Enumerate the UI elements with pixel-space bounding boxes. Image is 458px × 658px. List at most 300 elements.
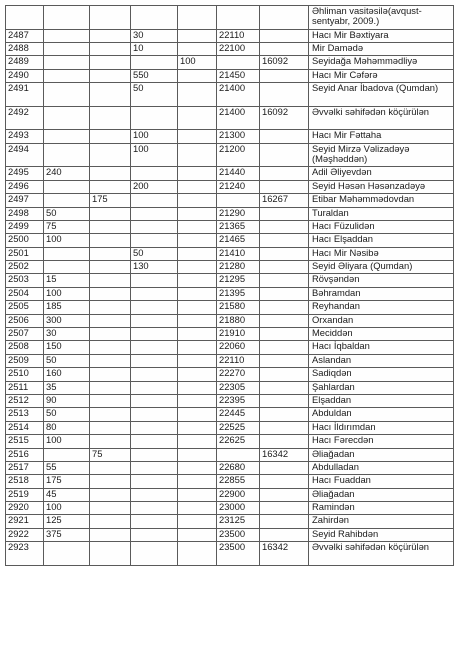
running-total-cell: 21880 (217, 314, 260, 327)
amount-cell-b (90, 220, 131, 233)
amount-cell-b (90, 167, 131, 180)
amount-cell-d (178, 301, 217, 314)
alt-total-cell (260, 328, 309, 341)
table-row (6, 220, 454, 233)
amount-cell-c (131, 448, 178, 461)
amount-cell-d (178, 314, 217, 327)
description-cell: Əvvəlki səhifədən köçürülən (309, 542, 454, 566)
table-row (6, 394, 454, 407)
running-total-cell: 22270 (217, 368, 260, 381)
description-cell: Zahirdən (309, 515, 454, 528)
amount-cell-a: 150 (44, 341, 90, 354)
table-row (6, 368, 454, 381)
table-row (6, 301, 454, 314)
amount-cell-a (44, 143, 90, 167)
running-total-cell (217, 448, 260, 461)
entry-number-cell: 2499 (6, 220, 44, 233)
alt-total-cell (260, 83, 309, 107)
amount-cell-d (178, 448, 217, 461)
table-row (6, 167, 454, 180)
amount-cell-d (178, 106, 217, 130)
description-cell: Sadiqdən (309, 368, 454, 381)
table-row (6, 354, 454, 367)
description-cell: Seyid Anar İbadova (Qumdan) (309, 83, 454, 107)
alt-total-cell (260, 167, 309, 180)
amount-cell-b (90, 180, 131, 193)
alt-total-cell (260, 69, 309, 82)
amount-cell-a: 300 (44, 314, 90, 327)
entry-number-cell: 2493 (6, 130, 44, 143)
running-total-cell: 22305 (217, 381, 260, 394)
amount-cell-b (90, 6, 131, 30)
amount-cell-c (131, 381, 178, 394)
table-row (6, 130, 454, 143)
running-total-cell: 23125 (217, 515, 260, 528)
amount-cell-b (90, 314, 131, 327)
amount-cell-b (90, 408, 131, 421)
amount-cell-d (178, 408, 217, 421)
amount-cell-a: 175 (44, 475, 90, 488)
amount-cell-c: 100 (131, 143, 178, 167)
table-row (6, 448, 454, 461)
amount-cell-c (131, 220, 178, 233)
amount-cell-a (44, 56, 90, 69)
entry-number-cell: 2498 (6, 207, 44, 220)
description-cell: Əhliman vasitəsilə(avqust-sentyabr, 2009.) (309, 6, 454, 30)
alt-total-cell (260, 408, 309, 421)
table-row (6, 42, 454, 55)
amount-cell-d (178, 515, 217, 528)
alt-total-cell (260, 301, 309, 314)
entry-number-cell: 2922 (6, 528, 44, 541)
table-row (6, 143, 454, 167)
table-row (6, 421, 454, 434)
alt-total-cell (260, 29, 309, 42)
running-total-cell: 21450 (217, 69, 260, 82)
amount-cell-c (131, 515, 178, 528)
description-cell: Hacı Fuaddan (309, 475, 454, 488)
amount-cell-a: 160 (44, 368, 90, 381)
alt-total-cell (260, 475, 309, 488)
alt-total-cell (260, 515, 309, 528)
table-row (6, 488, 454, 501)
running-total-cell: 22855 (217, 475, 260, 488)
amount-cell-a: 90 (44, 394, 90, 407)
amount-cell-d (178, 435, 217, 448)
amount-cell-a: 80 (44, 421, 90, 434)
entry-number-cell: 2487 (6, 29, 44, 42)
table-row (6, 234, 454, 247)
entry-number-cell: 2492 (6, 106, 44, 130)
amount-cell-a (44, 542, 90, 566)
amount-cell-b (90, 475, 131, 488)
table-row (6, 528, 454, 541)
running-total-cell (217, 6, 260, 30)
amount-cell-a: 240 (44, 167, 90, 180)
amount-cell-c (131, 106, 178, 130)
amount-cell-d (178, 475, 217, 488)
entry-number-cell: 2508 (6, 341, 44, 354)
amount-cell-c (131, 167, 178, 180)
amount-cell-d (178, 69, 217, 82)
running-total-cell (217, 194, 260, 207)
description-cell: Əliağadan (309, 448, 454, 461)
amount-cell-a: 50 (44, 408, 90, 421)
amount-cell-c (131, 408, 178, 421)
description-cell: Rövşəndən (309, 274, 454, 287)
running-total-cell: 21395 (217, 287, 260, 300)
entry-number-cell: 2496 (6, 180, 44, 193)
alt-total-cell (260, 274, 309, 287)
amount-cell-a: 55 (44, 461, 90, 474)
amount-cell-a: 100 (44, 502, 90, 515)
amount-cell-d (178, 461, 217, 474)
table-row (6, 328, 454, 341)
amount-cell-a: 100 (44, 234, 90, 247)
table-row (6, 287, 454, 300)
amount-cell-d (178, 328, 217, 341)
amount-cell-d (178, 167, 217, 180)
alt-total-cell: 16342 (260, 542, 309, 566)
amount-cell-b (90, 435, 131, 448)
description-cell: Orxandan (309, 314, 454, 327)
amount-cell-c (131, 475, 178, 488)
amount-cell-d (178, 542, 217, 566)
entry-number-cell: 2510 (6, 368, 44, 381)
table-row (6, 542, 454, 566)
amount-cell-c (131, 314, 178, 327)
running-total-cell: 21400 (217, 106, 260, 130)
entry-number-cell: 2507 (6, 328, 44, 341)
amount-cell-d (178, 247, 217, 260)
amount-cell-b (90, 368, 131, 381)
amount-cell-c (131, 354, 178, 367)
alt-total-cell (260, 287, 309, 300)
amount-cell-a (44, 29, 90, 42)
running-total-cell: 22110 (217, 354, 260, 367)
entry-number-cell: 2513 (6, 408, 44, 421)
amount-cell-d (178, 194, 217, 207)
entry-number-cell: 2509 (6, 354, 44, 367)
running-total-cell: 22110 (217, 29, 260, 42)
amount-cell-b (90, 502, 131, 515)
amount-cell-c (131, 542, 178, 566)
description-cell: Turaldan (309, 207, 454, 220)
alt-total-cell (260, 261, 309, 274)
description-cell: Abdulladan (309, 461, 454, 474)
entry-number-cell: 2495 (6, 167, 44, 180)
description-cell: Seyidağa Məhəmmədliyə (309, 56, 454, 69)
amount-cell-b (90, 261, 131, 274)
entry-number-cell: 2921 (6, 515, 44, 528)
amount-cell-a: 45 (44, 488, 90, 501)
amount-cell-c (131, 528, 178, 541)
running-total-cell: 21290 (217, 207, 260, 220)
running-total-cell: 21440 (217, 167, 260, 180)
amount-cell-b (90, 341, 131, 354)
entry-number-cell: 2502 (6, 261, 44, 274)
amount-cell-c: 100 (131, 130, 178, 143)
amount-cell-c (131, 488, 178, 501)
amount-cell-b (90, 515, 131, 528)
amount-cell-c: 550 (131, 69, 178, 82)
amount-cell-c: 50 (131, 83, 178, 107)
alt-total-cell (260, 314, 309, 327)
amount-cell-a: 100 (44, 435, 90, 448)
amount-cell-b (90, 528, 131, 541)
alt-total-cell (260, 234, 309, 247)
description-cell: Hacı İqbaldan (309, 341, 454, 354)
entry-number-cell: 2923 (6, 542, 44, 566)
amount-cell-b (90, 274, 131, 287)
amount-cell-d (178, 29, 217, 42)
amount-cell-c (131, 274, 178, 287)
amount-cell-a (44, 106, 90, 130)
description-cell: Seyid Rahibdən (309, 528, 454, 541)
description-cell: Meciddən (309, 328, 454, 341)
amount-cell-c: 130 (131, 261, 178, 274)
amount-cell-c (131, 6, 178, 30)
table-row (6, 261, 454, 274)
running-total-cell (217, 56, 260, 69)
amount-cell-b (90, 542, 131, 566)
amount-cell-b: 175 (90, 194, 131, 207)
table-row (6, 435, 454, 448)
description-cell: Hacı Mir Nəsibə (309, 247, 454, 260)
alt-total-cell (260, 207, 309, 220)
description-cell: Abduldan (309, 408, 454, 421)
amount-cell-c (131, 328, 178, 341)
alt-total-cell (260, 220, 309, 233)
amount-cell-c (131, 287, 178, 300)
amount-cell-b (90, 130, 131, 143)
amount-cell-b: 75 (90, 448, 131, 461)
amount-cell-b (90, 207, 131, 220)
entry-number-cell: 2517 (6, 461, 44, 474)
table-row (6, 247, 454, 260)
table-row (6, 314, 454, 327)
entry-number-cell: 2490 (6, 69, 44, 82)
amount-cell-a (44, 69, 90, 82)
amount-cell-a (44, 6, 90, 30)
description-cell: Şahlardan (309, 381, 454, 394)
amount-cell-c (131, 301, 178, 314)
running-total-cell: 22680 (217, 461, 260, 474)
table-row (6, 515, 454, 528)
ledger-body (6, 6, 454, 566)
amount-cell-b (90, 106, 131, 130)
entry-number-cell: 2489 (6, 56, 44, 69)
table-row (6, 381, 454, 394)
entry-number-cell: 2488 (6, 42, 44, 55)
description-cell: Hacı Mir Fəttaha (309, 130, 454, 143)
amount-cell-a (44, 448, 90, 461)
entry-number-cell: 2516 (6, 448, 44, 461)
table-row (6, 475, 454, 488)
amount-cell-c (131, 341, 178, 354)
table-row (6, 461, 454, 474)
running-total-cell: 21400 (217, 83, 260, 107)
amount-cell-b (90, 381, 131, 394)
alt-total-cell (260, 354, 309, 367)
alt-total-cell (260, 435, 309, 448)
amount-cell-a (44, 261, 90, 274)
amount-cell-a (44, 180, 90, 193)
amount-cell-d (178, 261, 217, 274)
alt-total-cell: 16267 (260, 194, 309, 207)
description-cell: Hacı Fərecdən (309, 435, 454, 448)
amount-cell-b (90, 29, 131, 42)
running-total-cell: 21410 (217, 247, 260, 260)
running-total-cell: 23000 (217, 502, 260, 515)
entry-number-cell: 2920 (6, 502, 44, 515)
running-total-cell: 22060 (217, 341, 260, 354)
alt-total-cell (260, 42, 309, 55)
amount-cell-d (178, 354, 217, 367)
alt-total-cell: 16342 (260, 448, 309, 461)
table-row (6, 83, 454, 107)
description-cell: Aslandan (309, 354, 454, 367)
amount-cell-b (90, 394, 131, 407)
table-row (6, 274, 454, 287)
running-total-cell: 22900 (217, 488, 260, 501)
amount-cell-d (178, 207, 217, 220)
amount-cell-b (90, 69, 131, 82)
entry-number-cell: 2506 (6, 314, 44, 327)
amount-cell-a: 50 (44, 354, 90, 367)
amount-cell-a: 185 (44, 301, 90, 314)
amount-cell-c (131, 234, 178, 247)
amount-cell-d (178, 287, 217, 300)
amount-cell-b (90, 301, 131, 314)
amount-cell-b (90, 247, 131, 260)
amount-cell-c (131, 435, 178, 448)
amount-cell-c: 10 (131, 42, 178, 55)
amount-cell-d (178, 421, 217, 434)
entry-number-cell: 2494 (6, 143, 44, 167)
description-cell: Seyid Həsən Həsənzadəyə (309, 180, 454, 193)
amount-cell-c (131, 207, 178, 220)
amount-cell-d (178, 234, 217, 247)
amount-cell-d (178, 130, 217, 143)
ledger-table (5, 5, 454, 566)
description-cell: Adil Əliyevdən (309, 167, 454, 180)
description-cell: Bəhramdan (309, 287, 454, 300)
table-row (6, 408, 454, 421)
amount-cell-d (178, 502, 217, 515)
amount-cell-a (44, 42, 90, 55)
alt-total-cell (260, 502, 309, 515)
amount-cell-b (90, 287, 131, 300)
alt-total-cell (260, 130, 309, 143)
amount-cell-b (90, 421, 131, 434)
amount-cell-b (90, 461, 131, 474)
amount-cell-b (90, 56, 131, 69)
entry-number-cell: 2503 (6, 274, 44, 287)
table-row (6, 29, 454, 42)
amount-cell-c (131, 421, 178, 434)
description-cell: Hacı Mir Bəxtiyara (309, 29, 454, 42)
amount-cell-c: 30 (131, 29, 178, 42)
amount-cell-a: 125 (44, 515, 90, 528)
table-row (6, 207, 454, 220)
alt-total-cell (260, 341, 309, 354)
amount-cell-d (178, 341, 217, 354)
amount-cell-d: 100 (178, 56, 217, 69)
amount-cell-d (178, 368, 217, 381)
running-total-cell: 21295 (217, 274, 260, 287)
amount-cell-c (131, 394, 178, 407)
amount-cell-b (90, 354, 131, 367)
running-total-cell: 21465 (217, 234, 260, 247)
header-row (6, 6, 454, 30)
amount-cell-d (178, 83, 217, 107)
entry-number-cell: 2518 (6, 475, 44, 488)
alt-total-cell (260, 6, 309, 30)
description-cell: Etibar Məhəmmədovdan (309, 194, 454, 207)
amount-cell-a (44, 247, 90, 260)
amount-cell-a (44, 83, 90, 107)
amount-cell-d (178, 394, 217, 407)
running-total-cell: 22395 (217, 394, 260, 407)
description-cell: Hacı İldırımdan (309, 421, 454, 434)
amount-cell-a: 50 (44, 207, 90, 220)
running-total-cell: 23500 (217, 542, 260, 566)
amount-cell-c (131, 368, 178, 381)
table-row (6, 56, 454, 69)
description-cell: Əliağadan (309, 488, 454, 501)
amount-cell-a: 75 (44, 220, 90, 233)
amount-cell-a (44, 130, 90, 143)
running-total-cell: 21300 (217, 130, 260, 143)
entry-number-cell: 2519 (6, 488, 44, 501)
alt-total-cell (260, 461, 309, 474)
amount-cell-b (90, 328, 131, 341)
description-cell: Əvvəlki səhifədən köçürülən (309, 106, 454, 130)
running-total-cell: 22445 (217, 408, 260, 421)
amount-cell-d (178, 381, 217, 394)
amount-cell-d (178, 488, 217, 501)
description-cell: Seyid Əliyara (Qumdan) (309, 261, 454, 274)
description-cell: Reyhandan (309, 301, 454, 314)
description-cell: Hacı Elşaddan (309, 234, 454, 247)
amount-cell-d (178, 143, 217, 167)
alt-total-cell (260, 247, 309, 260)
alt-total-cell: 16092 (260, 56, 309, 69)
entry-number-cell: 2504 (6, 287, 44, 300)
alt-total-cell (260, 394, 309, 407)
amount-cell-a: 30 (44, 328, 90, 341)
amount-cell-a: 100 (44, 287, 90, 300)
alt-total-cell (260, 381, 309, 394)
entry-number-cell: 2491 (6, 83, 44, 107)
entry-number-cell (6, 6, 44, 30)
table-row (6, 341, 454, 354)
amount-cell-d (178, 180, 217, 193)
alt-total-cell (260, 143, 309, 167)
amount-cell-c: 200 (131, 180, 178, 193)
amount-cell-a: 35 (44, 381, 90, 394)
entry-number-cell: 2515 (6, 435, 44, 448)
table-row (6, 502, 454, 515)
description-cell: Seyid Mirzə Vəlizadəyə (Məşhəddən) (309, 143, 454, 167)
amount-cell-c (131, 194, 178, 207)
amount-cell-a (44, 194, 90, 207)
amount-cell-d (178, 528, 217, 541)
running-total-cell: 21240 (217, 180, 260, 193)
alt-total-cell: 16092 (260, 106, 309, 130)
amount-cell-b (90, 143, 131, 167)
